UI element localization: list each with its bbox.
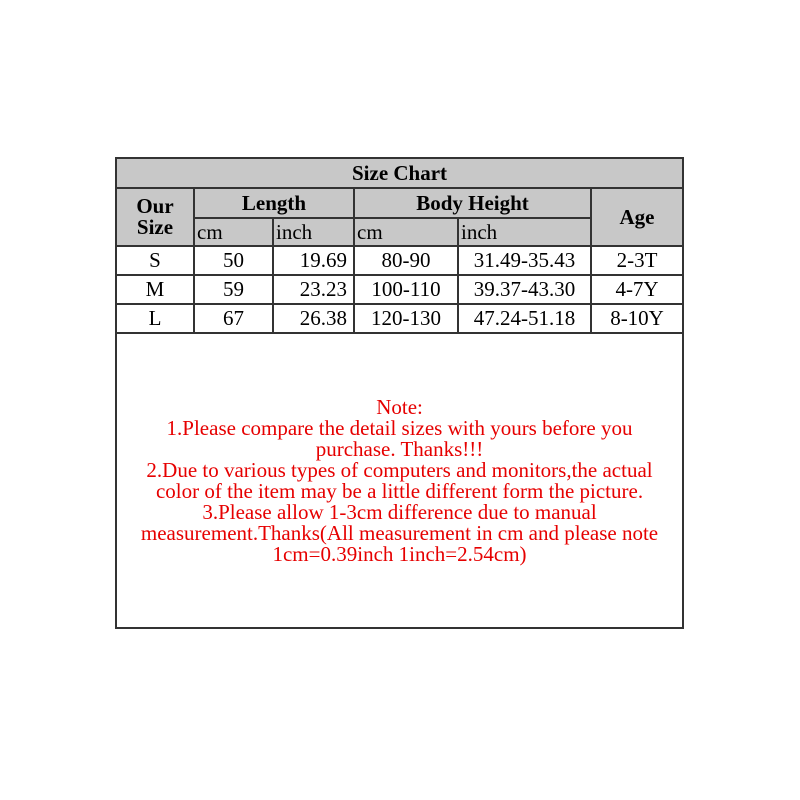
table-row-l bbox=[116, 304, 683, 333]
table-row-s bbox=[116, 246, 683, 275]
cell-size: L bbox=[116, 304, 194, 333]
note-line: measurement.Thanks(All measurement in cm and please note bbox=[140, 520, 659, 545]
table-row-m bbox=[116, 275, 683, 304]
note-line: 1cm=0.39inch 1inch=2.54cm) bbox=[272, 541, 527, 566]
cell-length-inch: 19.69 bbox=[273, 246, 354, 275]
cell-length-inch: 23.23 bbox=[273, 275, 354, 304]
note-line: purchase. Thanks!!! bbox=[315, 436, 484, 461]
cell-height-cm: 120-130 bbox=[354, 304, 458, 333]
note-line: color of the item may be a little different form the picture. bbox=[155, 478, 644, 503]
header-age: Age bbox=[591, 188, 683, 246]
header-our-size bbox=[116, 188, 194, 246]
cell-length-cm: 50 bbox=[194, 246, 273, 275]
cell-length-cm: 59 bbox=[194, 275, 273, 304]
note-box bbox=[116, 333, 683, 628]
cell-age: 8-10Y bbox=[591, 304, 683, 333]
unit-height-inch: inch bbox=[458, 218, 591, 246]
cell-size: S bbox=[116, 246, 194, 275]
unit-length-inch: inch bbox=[273, 218, 354, 246]
note-line: 3.Please allow 1-3cm difference due to manual bbox=[202, 499, 597, 524]
note-line: 1.Please compare the detail sizes with yours before you bbox=[166, 415, 633, 440]
cell-length-inch: 26.38 bbox=[273, 304, 354, 333]
cell-size: M bbox=[116, 275, 194, 304]
cell-height-inch: 31.49-35.43 bbox=[458, 246, 591, 275]
header-length: Length bbox=[194, 188, 354, 218]
cell-height-inch: 47.24-51.18 bbox=[458, 304, 591, 333]
header-our-size-line2: Size bbox=[136, 215, 174, 239]
cell-length-cm: 67 bbox=[194, 304, 273, 333]
note-line: 2.Due to various types of computers and monitors,the actual bbox=[146, 457, 653, 482]
cell-height-cm: 80-90 bbox=[354, 246, 458, 275]
header-body-height: Body Height bbox=[354, 188, 591, 218]
cell-age: 4-7Y bbox=[591, 275, 683, 304]
note-heading: Note: bbox=[376, 394, 423, 419]
cell-age: 2-3T bbox=[591, 246, 683, 275]
unit-height-cm: cm bbox=[354, 218, 458, 246]
cell-height-inch: 39.37-43.30 bbox=[458, 275, 591, 304]
chart-title: Size Chart bbox=[116, 158, 683, 188]
size-chart-table bbox=[115, 157, 684, 629]
unit-length-cm: cm bbox=[194, 218, 273, 246]
cell-height-cm: 100-110 bbox=[354, 275, 458, 304]
header-our-size-line1: Our bbox=[136, 194, 174, 218]
